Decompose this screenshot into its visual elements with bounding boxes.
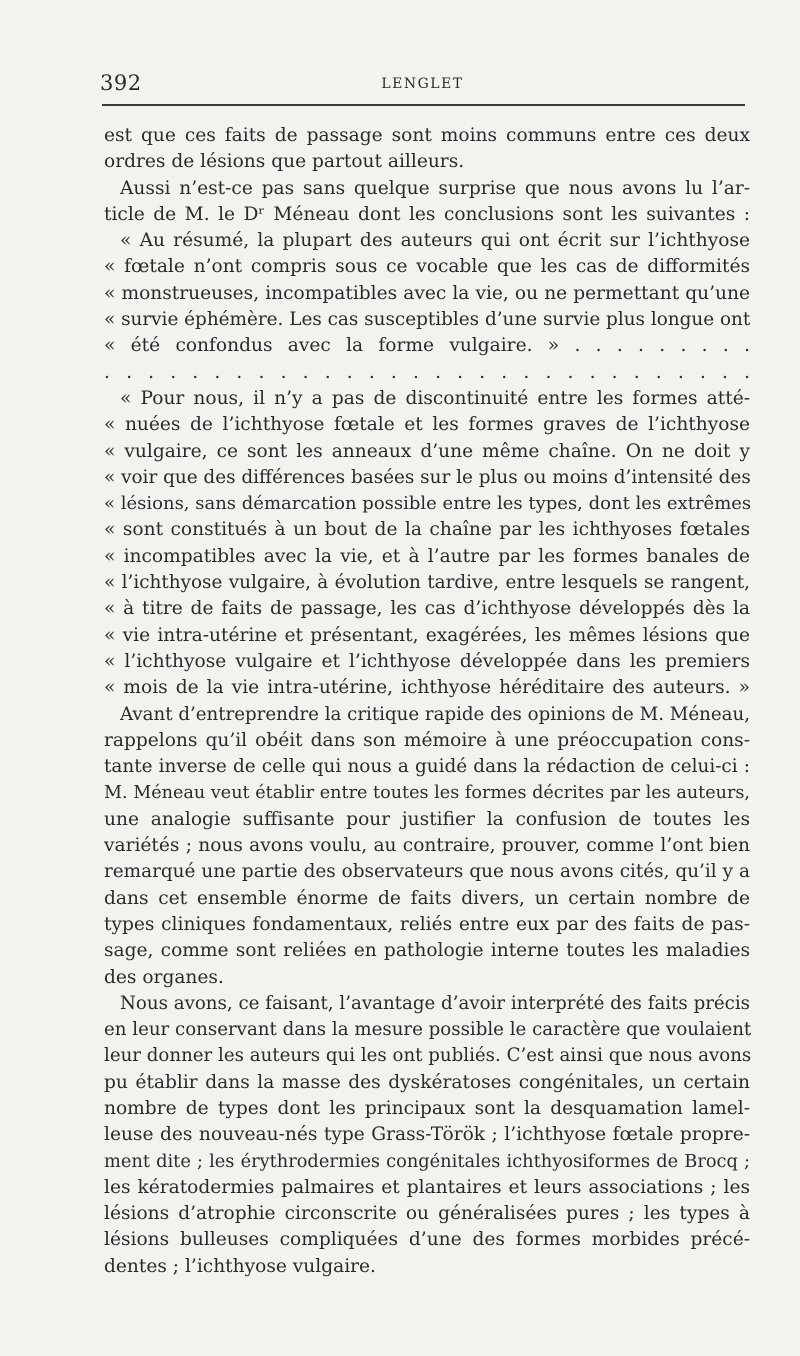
text-line: . . . . . . . . . . . . . . . . . . . . . . . . . . . . . .: [104, 361, 750, 383]
text-line: « été confondus avec la forme vulgaire. » . . . . . . . . .: [104, 335, 750, 357]
text-line: une analogie suffisante pour justifier la confusion de toutes les: [104, 808, 750, 830]
text-line: « lésions, sans démarcation possible entre les types, dont les extrêmes: [104, 493, 752, 515]
text-line: M. Méneau veut établir entre toutes les formes décrites par les auteurs,: [104, 783, 750, 804]
text-line: lésions d’atrophie circonscrite ou généralisées pures ; les types à: [104, 1203, 750, 1225]
text-line: « monstrueuses, incompatibles avec la vie, ou ne permettant qu’une: [104, 282, 750, 304]
text-line: ordres de lésions que partout ailleurs.: [104, 151, 465, 173]
text-line: sage, comme sont reliées en pathologie interne toutes les maladies: [104, 940, 750, 962]
text-line: leur donner les auteurs qui les ont publiés. C’est ainsi que nous avons: [104, 1045, 752, 1067]
text-line: leuse des nouveau-nés type Grass-Török ; l’ichthyose fœtale propre-: [104, 1124, 750, 1146]
running-head: LENGLET: [381, 76, 464, 92]
text-line: Aussi n’est-ce pas sans quelque surprise que nous avons lu l’ar-: [120, 177, 750, 199]
text-line: « Pour nous, il n’y a pas de discontinuité entre les formes atté-: [120, 387, 750, 409]
text-line: lésions bulleuses compliquées d’une des formes morbides précé-: [104, 1229, 750, 1251]
text-line: « vulgaire, ce sont les anneaux d’une même chaîne. On ne doit y: [104, 440, 750, 462]
text-line: « l’ichthyose vulgaire et l’ichthyose développée dans les premiers: [104, 650, 750, 672]
header-rule: [102, 104, 745, 106]
text-line: « l’ichthyose vulgaire, à évolution tardive, entre lesquels se rangent,: [104, 572, 750, 594]
text-line: ticle de M. le Dʳ Méneau dont les conclusions sont les suivantes :: [104, 203, 750, 225]
text-line: ment dite ; les érythrodermies congénitales ichthyosiformes de Brocq ;: [104, 1150, 750, 1172]
text-line: remarqué une partie des observateurs que nous avons cités, qu’il y a: [104, 861, 750, 883]
text-line: tante inverse de celle qui nous a guidé dans la rédaction de celui-ci :: [104, 756, 750, 778]
text-line: les kératodermies palmaires et plantaires et leurs associations ; les: [104, 1176, 750, 1198]
text-line: types cliniques fondamentaux, reliés entre eux par des faits de pas-: [104, 913, 750, 935]
text-line: « vie intra-utérine et présentant, exagérées, les mêmes lésions que: [104, 624, 750, 646]
text-line: Avant d’entreprendre la critique rapide des opinions de M. Méneau,: [120, 703, 750, 725]
text-line: dentes ; l’ichthyose vulgaire.: [104, 1255, 376, 1277]
text-line: « voir que des différences basées sur le plus ou moins d’intensité des: [104, 466, 751, 488]
text-line: nombre de types dont les principaux sont la desquamation lamel-: [104, 1097, 750, 1119]
body-text: [104, 123, 750, 1280]
text-line: « nuées de l’ichthyose fœtale et les formes graves de l’ichthyose: [104, 414, 750, 436]
text-line: des organes.: [104, 966, 224, 988]
text-line: « Au résumé, la plupart des auteurs qui ont écrit sur l’ichthyose: [120, 230, 750, 252]
text-line: rappelons qu’il obéit dans son mémoire à une préoccupation cons-: [104, 729, 750, 751]
text-line: « mois de la vie intra-utérine, ichthyose héréditaire des auteurs. »: [104, 677, 750, 699]
text-line: pu établir dans la masse des dyskératoses congénitales, un certain: [104, 1071, 750, 1093]
text-line: « survie éphémère. Les cas susceptibles d’une survie plus longue ont: [104, 309, 751, 331]
page-number: 392: [100, 71, 142, 95]
text-line: est que ces faits de passage sont moins communs entre ces deux: [104, 125, 750, 146]
text-line: « à titre de faits de passage, les cas d’ichthyose développés dès la: [104, 598, 750, 620]
text-line: en leur conservant dans la mesure possible le caractère que voulaient: [104, 1019, 752, 1041]
text-line: « fœtale n’ont compris sous ce vocable que les cas de difformités: [104, 256, 750, 278]
text-line: « incompatibles avec la vie, et à l’autre par les formes banales de: [104, 545, 750, 567]
text-line: Nous avons, ce faisant, l’avantage d’avoir interprété des faits précis: [120, 992, 750, 1014]
text-line: variétés ; nous avons voulu, au contraire, prouver, comme l’ont bien: [104, 835, 750, 857]
text-line: dans cet ensemble énorme de faits divers, un certain nombre de: [104, 887, 750, 909]
text-line: « sont constitués à un bout de la chaîne par les ichthyoses fœtales: [104, 519, 750, 541]
